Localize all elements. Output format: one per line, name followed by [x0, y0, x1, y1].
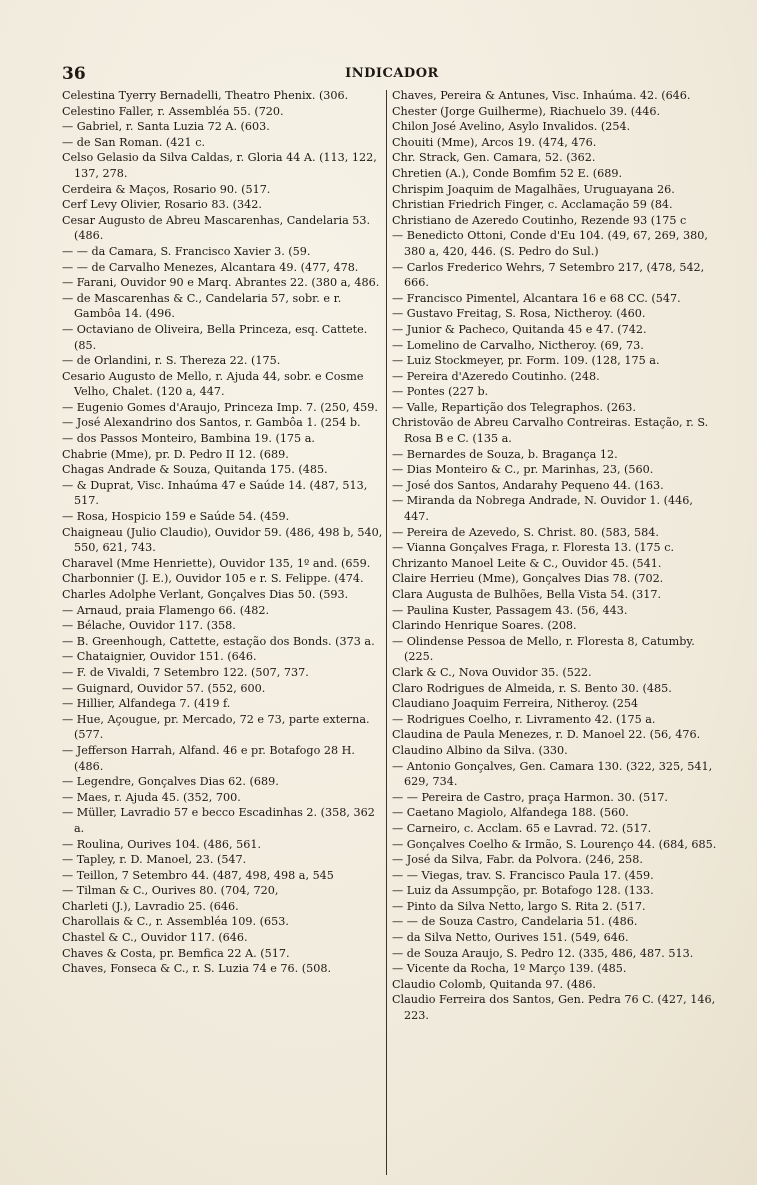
- directory-entry: — Bélache, Ouvidor 117. (358.: [62, 619, 236, 633]
- directory-entry: — Octaviano de Oliveira, Bella Princeza, esq. Cattete. (85.: [62, 322, 368, 352]
- directory-entry: — Jefferson Harrah, Alfand. 46 e pr. Botafogo 28 H. (486.: [62, 743, 355, 773]
- directory-entry: Claro Rodrigues de Almeida, r. S. Bento 30. (485.: [392, 681, 672, 695]
- left-column: [62, 88, 384, 977]
- directory-entry: — Tapley, r. D. Manoel, 23. (547.: [62, 853, 247, 867]
- directory-entry: — Antonio Gonçalves, Gen. Camara 130. (322, 325, 541, 629, 734.: [392, 759, 713, 789]
- directory-entry: — de Orlandini, r. S. Thereza 22. (175.: [62, 354, 281, 368]
- directory-entry: — de San Roman. (421 c.: [62, 135, 206, 149]
- directory-entry: Chaves, Pereira & Antunes, Visc. Inhaúma. 42. (646.: [392, 89, 691, 102]
- page-number: 36: [62, 64, 86, 84]
- column-divider: [386, 90, 387, 1175]
- directory-entry: — Farani, Ouvidor 90 e Marq. Abrantes 22. (380 a, 486.: [62, 276, 380, 290]
- directory-entry: — — Pereira de Castro, praça Harmon. 30. (517.: [392, 790, 668, 804]
- directory-entry: Claudina de Paula Menezes, r. D. Manoel 22. (56, 476.: [392, 728, 701, 742]
- directory-entry: — Vianna Gonçalves Fraga, r. Floresta 13. (175 c.: [392, 541, 675, 555]
- directory-entry: — Gabriel, r. Santa Luzia 72 A. (603.: [62, 120, 270, 134]
- directory-entry: — Lomelino de Carvalho, Nictheroy. (69, 73.: [392, 338, 644, 352]
- directory-entry: — José Alexandrino dos Santos, r. Gambôa 1. (254 b.: [62, 416, 361, 430]
- directory-entry: — Carlos Frederico Wehrs, 7 Setembro 217, (478, 542, 666.: [392, 260, 705, 290]
- directory-entry: — Hue, Açougue, pr. Mercado, 72 e 73, parte externa. (577.: [62, 712, 370, 742]
- directory-entry: — Gonçalves Coelho & Irmão, S. Lourenço 44. (684, 685.: [392, 837, 717, 851]
- directory-entry: Celestino Faller, r. Assembléa 55. (720.: [62, 104, 284, 118]
- directory-entry: Claudio Colomb, Quitanda 97. (486.: [392, 977, 596, 991]
- directory-entry: — Rosa, Hospicio 159 e Saúde 54. (459.: [62, 510, 290, 524]
- directory-entry: Chilon José Avelino, Asylo Invalidos. (254.: [392, 120, 631, 134]
- directory-entry: — Benedicto Ottoni, Conde d'Eu 104. (49, 67, 269, 380, 380 a, 420, 446. (S. Pedro do Sul.): [392, 229, 708, 258]
- directory-entry: — Pereira d'Azeredo Coutinho. (248.: [392, 369, 600, 383]
- directory-entry: — B. Greenhough, Cattette, estação dos Bonds. (373 a.: [62, 634, 375, 648]
- directory-entry: — Eugenio Gomes d'Araujo, Princeza Imp. 7. (250, 459.: [62, 400, 378, 414]
- directory-entry: — Dias Monteiro & C., pr. Marinhas, 23, (560.: [392, 463, 654, 477]
- directory-entry: — Vicente da Rocha, 1º Março 139. (485.: [392, 962, 627, 976]
- directory-entry: — Pereira de Azevedo, S. Christ. 80. (583, 584.: [392, 525, 659, 539]
- directory-entry: Claudiano Joaquim Ferreira, Nitheroy. (254: [392, 697, 639, 711]
- directory-entry: — Luiz Stockmeyer, pr. Form. 109. (128, 175 a.: [392, 354, 660, 368]
- directory-entry: — Legendre, Gonçalves Dias 62. (689.: [62, 775, 279, 789]
- directory-entry: — Junior & Pacheco, Quitanda 45 e 47. (742.: [392, 322, 647, 336]
- directory-entry: — Guignard, Ouvidor 57. (552, 600.: [62, 681, 266, 695]
- directory-entry: Christovão de Abreu Carvalho Contreiras. Estação, r. S. Rosa B e C. (135 a.: [392, 416, 709, 446]
- directory-entry: — Gustavo Freitag, S. Rosa, Nictheroy. (460.: [392, 307, 646, 321]
- directory-entry: Cesario Augusto de Mello, r. Ajuda 44, sobr. e Cosme Velho, Chalet. (120 a, 447.: [62, 369, 364, 399]
- directory-entry: — dos Passos Monteiro, Bambina 19. (175 a.: [62, 432, 315, 446]
- directory-entry: — Bernardes de Souza, b. Bragança 12.: [392, 447, 618, 461]
- directory-entry: Clarindo Henrique Soares. (208.: [392, 619, 577, 633]
- directory-entry: Charollais & C., r. Assembléa 109. (653.: [62, 915, 289, 929]
- directory-entry: — Francisco Pimentel, Alcantara 16 e 68 CC. (547.: [392, 291, 681, 305]
- directory-entry: Charavel (Mme Henriette), Ouvidor 135, 1º and. (659.: [62, 556, 371, 570]
- directory-entry: Chr. Strack, Gen. Camara, 52. (362.: [392, 151, 596, 165]
- directory-entry: Claire Herrieu (Mme), Gonçalves Dias 78. (702.: [392, 572, 664, 586]
- directory-entry: — Roulina, Ourives 104. (486, 561.: [62, 837, 261, 851]
- directory-entry: Chester (Jorge Guilherme), Riachuelo 39. (446.: [392, 104, 661, 118]
- page-header: [62, 64, 722, 86]
- directory-entry: — Luiz da Assumpção, pr. Botafogo 128. (133.: [392, 884, 654, 898]
- directory-entry: — Pontes (227 b.: [392, 385, 489, 399]
- directory-entry: Clara Augusta de Bulhões, Bella Vista 54. (317.: [392, 588, 662, 601]
- directory-entry: Claudio Ferreira dos Santos, Gen. Pedra 76 C. (427, 146, 223.: [392, 993, 716, 1023]
- directory-entry: Charleti (J.), Lavradio 25. (646.: [62, 899, 239, 913]
- directory-entry: — Rodrigues Coelho, r. Livramento 42. (175 a.: [392, 712, 656, 726]
- directory-entry: — Miranda da Nobrega Andrade, N. Ouvidor 1. (446, 447.: [392, 494, 693, 524]
- directory-entry: — Pinto da Silva Netto, largo S. Rita 2. (517.: [392, 899, 646, 913]
- directory-entry: Charles Adolphe Verlant, Gonçalves Dias 50. (593.: [62, 588, 349, 601]
- directory-entry: — José dos Santos, Andarahy Pequeno 44. (163.: [392, 478, 664, 492]
- directory-entry: Christian Friedrich Finger, c. Acclamação 59 (84.: [392, 198, 673, 212]
- directory-entry: — da Silva Netto, Ourives 151. (549, 646.: [392, 931, 629, 945]
- directory-entry: — & Duprat, Visc. Inhaúma 47 e Saúde 14. (487, 513, 517.: [62, 478, 368, 508]
- directory-entry: — Carneiro, c. Acclam. 65 e Lavrad. 72. (517.: [392, 821, 652, 835]
- directory-entry: — — de Souza Castro, Candelaria 51. (486.: [392, 915, 638, 929]
- directory-entry: — Tilman & C., Ourives 80. (704, 720,: [62, 884, 279, 898]
- directory-entry: Chabrie (Mme), pr. D. Pedro II 12. (689.: [62, 447, 289, 461]
- directory-entry: Chrizanto Manoel Leite & C., Ouvidor 45. (541.: [392, 556, 662, 570]
- directory-entry: — Paulina Kuster, Passagem 43. (56, 443.: [392, 603, 628, 617]
- directory-entry: — F. de Vivaldi, 7 Setembro 122. (507, 737.: [62, 665, 309, 679]
- directory-entry: — — de Carvalho Menezes, Alcantara 49. (477, 478.: [62, 260, 359, 274]
- directory-entry: Chastel & C., Ouvidor 117. (646.: [62, 931, 248, 945]
- directory-entry: — de Souza Araujo, S. Pedro 12. (335, 486, 487. 513.: [392, 946, 694, 960]
- directory-entry: Chrispim Joaquim de Magalhães, Uruguayana 26.: [392, 182, 675, 196]
- directory-entry: — Maes, r. Ajuda 45. (352, 700.: [62, 790, 241, 804]
- running-title: INDICADOR: [345, 66, 439, 81]
- directory-entry: — de Mascarenhas & C., Candelaria 57, sobr. e r. Gambôa 14. (496.: [62, 291, 342, 321]
- directory-entry: Cesar Augusto de Abreu Mascarenhas, Candelaria 53. (486.: [62, 213, 371, 243]
- directory-entry: — Valle, Repartição dos Telegraphos. (263.: [392, 400, 636, 414]
- right-column: [392, 88, 718, 1024]
- directory-entry: Chaves, Fonseca & C., r. S. Luzia 74 e 76. (508.: [62, 962, 332, 976]
- directory-entry: — Hillier, Alfandega 7. (419 f.: [62, 697, 231, 711]
- directory-entry: — Müller, Lavradio 57 e becco Escadinhas 2. (358, 362 a.: [62, 806, 375, 835]
- directory-entry: Charbonnier (J. E.), Ouvidor 105 e r. S. Felippe. (474.: [62, 572, 364, 586]
- directory-entry: Celso Gelasio da Silva Caldas, r. Gloria 44 A. (113, 122, 137, 278.: [62, 151, 377, 180]
- directory-entry: — — da Camara, S. Francisco Xavier 3. (59.: [62, 244, 311, 258]
- directory-entry: — Teillon, 7 Setembro 44. (487, 498, 498 a, 545: [62, 868, 334, 882]
- directory-entry: — José da Silva, Fabr. da Polvora. (246, 258.: [392, 853, 643, 867]
- directory-entry: Cerf Levy Olivier, Rosario 83. (342.: [62, 198, 262, 212]
- directory-entry: Claudino Albino da Silva. (330.: [392, 743, 568, 757]
- directory-entry: — Olindense Pessoa de Mello, r. Floresta 8, Catumby. (225.: [392, 634, 695, 664]
- directory-entry: Cerdeira & Maços, Rosario 90. (517.: [62, 182, 271, 196]
- directory-entry: — Caetano Magiolo, Alfandega 188. (560.: [392, 806, 629, 820]
- directory-entry: Chretien (A.), Conde Bomfim 52 E. (689.: [392, 166, 623, 180]
- directory-entry: Chaves & Costa, pr. Bemfica 22 A. (517.: [62, 946, 290, 960]
- directory-entry: — Chataignier, Ouvidor 151. (646.: [62, 650, 257, 664]
- directory-entry: Christiano de Azeredo Coutinho, Rezende 93 (175 c: [392, 213, 687, 227]
- directory-entry: Celestina Tyerry Bernadelli, Theatro Phenix. (306.: [62, 89, 349, 102]
- directory-entry: — Arnaud, praia Flamengo 66. (482.: [62, 603, 270, 617]
- directory-entry: Chouiti (Mme), Arcos 19. (474, 476.: [392, 135, 597, 149]
- directory-entry: Chagas Andrade & Souza, Quitanda 175. (485.: [62, 463, 328, 477]
- directory-entry: — — Viegas, trav. S. Francisco Paula 17. (459.: [392, 868, 654, 882]
- directory-entry: Chaigneau (Julio Claudio), Ouvidor 59. (486, 498 b, 540, 550, 621, 743.: [62, 525, 383, 555]
- directory-entry: Clark & C., Nova Ouvidor 35. (522.: [392, 665, 592, 679]
